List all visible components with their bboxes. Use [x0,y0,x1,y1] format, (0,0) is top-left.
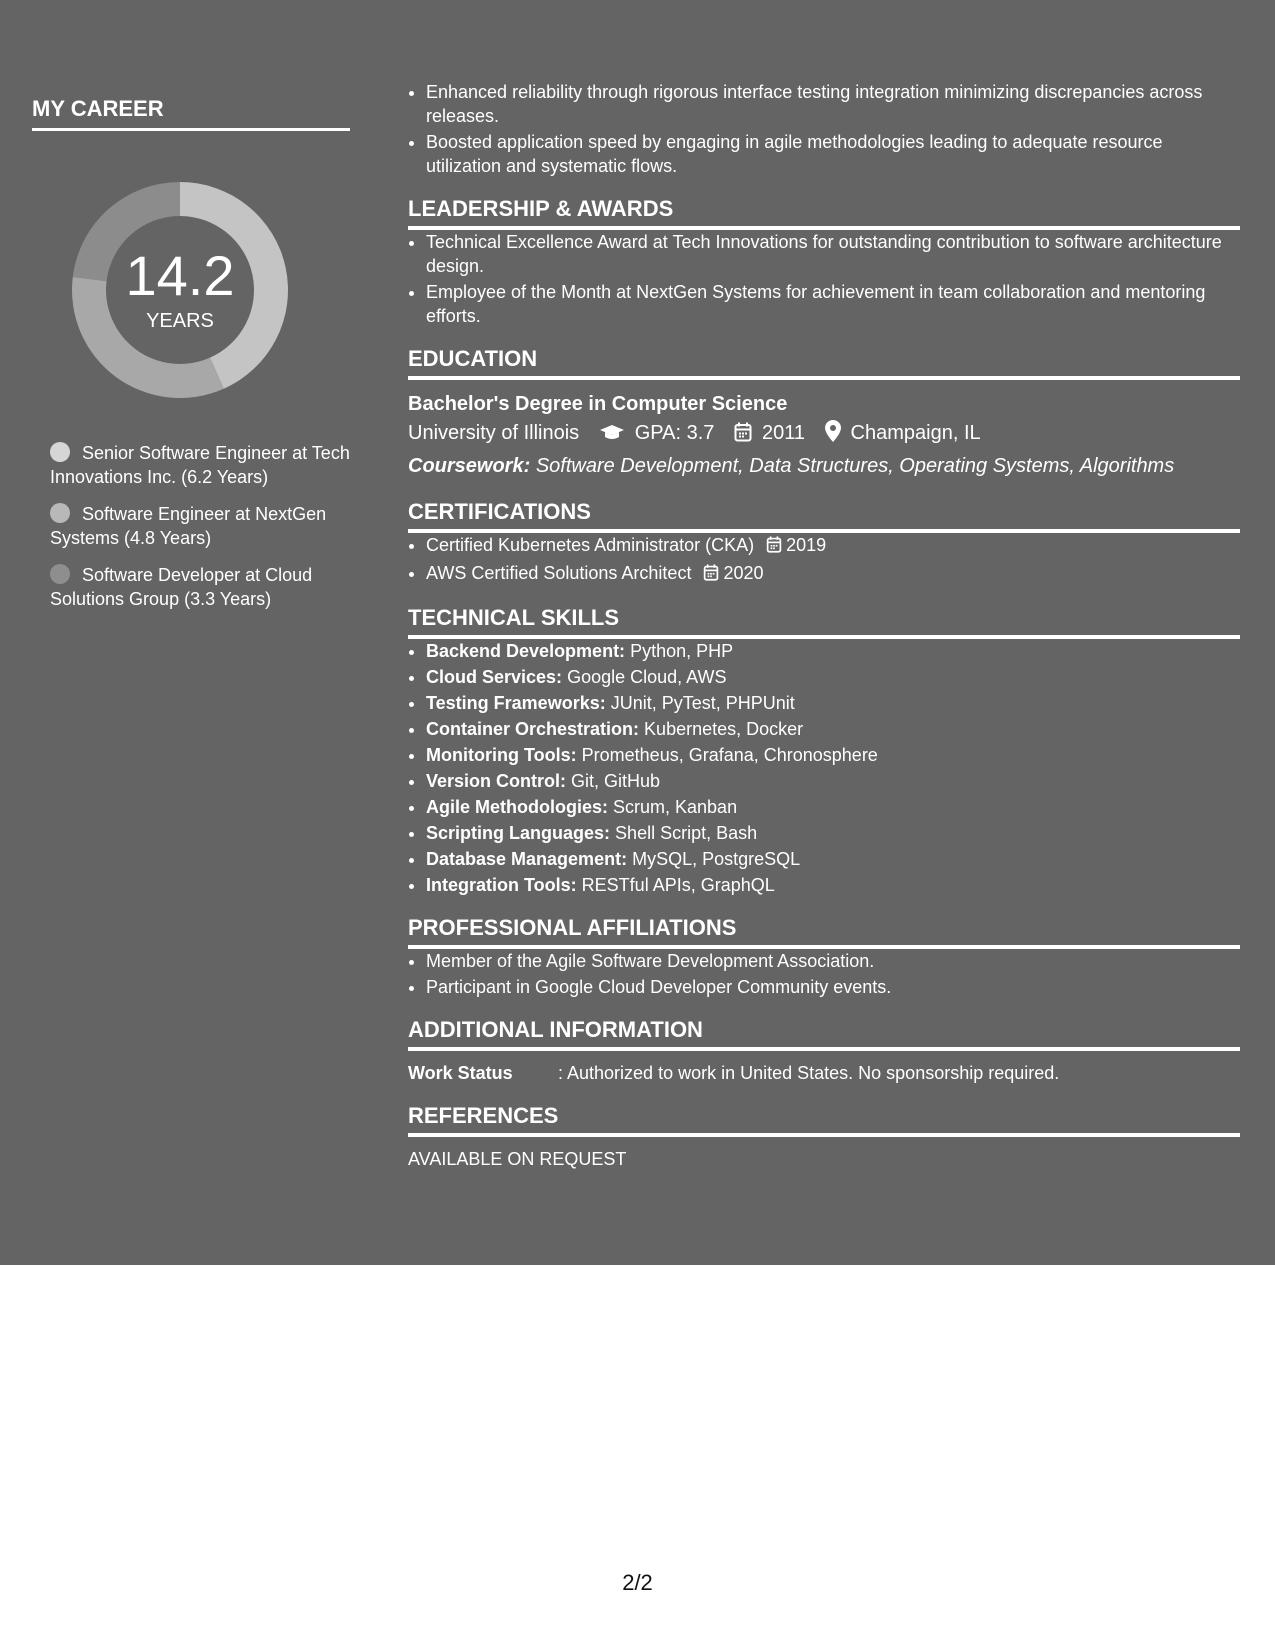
coursework: Coursework: Software Development, Data Structures, Operating Systems, Algorithms [408,455,1175,477]
total-years-label: YEARS [146,309,214,332]
certification-item: • Certified Kubernetes Administrator (CKA) 2019 [426,533,1240,559]
skill-item: • Container Orchestration: Kubernetes, Docker [426,717,1240,741]
skills-list [408,639,1240,897]
skill-item: • Testing Frameworks: JUnit, PyTest, PHPUnit [426,691,1240,715]
certifications-heading: CERTIFICATIONS [408,499,1240,533]
skill-item: • Agile Methodologies: Scrum, Kanban [426,795,1240,819]
list-item: • Member of the Agile Software Development Association. [426,949,1240,973]
certifications-list [408,533,1240,587]
education-heading: EDUCATION [408,346,1240,380]
legend-dot [50,442,70,462]
skill-item: • Backend Development: Python, PHP [426,639,1240,663]
page-number: 2/2 [622,1570,653,1595]
career-donut-chart [65,175,295,405]
leadership-heading: LEADERSHIP & AWARDS [408,196,1240,230]
career-title: MY CAREER [32,96,350,131]
calendar-icon [766,535,782,559]
certification-item: • AWS Certified Solutions Architect 2020 [426,561,1240,587]
list-item: • Technical Excellence Award at Tech Innovations for outstanding contribution to software architecture design. [426,230,1240,278]
graduation-year: 2011 [761,422,805,444]
work-status-row [408,1061,1240,1085]
skill-item: • Database Management: MySQL, PostgreSQL [426,847,1240,871]
skill-item: • Scripting Languages: Shell Script, Bash [426,821,1240,845]
graduation-cap-icon [599,421,625,451]
affiliations-list [408,949,1240,999]
references-text: AVAILABLE ON REQUEST [408,1149,627,1169]
references-heading: REFERENCES [408,1103,1240,1137]
list-item: • Enhanced reliability through rigorous interface testing integration minimizing discrepancies across releases. [426,80,1240,128]
total-years-value: 14.2 [125,243,235,307]
calendar-icon [734,421,752,451]
skill-item: • Integration Tools: RESTful APIs, GraphQL [426,873,1240,897]
main-content [408,80,1240,1171]
gpa-value: GPA: 3.7 [634,422,715,444]
skills-heading: TECHNICAL SKILLS [408,605,1240,639]
education-location: Champaign, IL [850,422,981,444]
additional-heading: ADDITIONAL INFORMATION [408,1017,1240,1051]
education-entry [408,390,1240,481]
legend-dot [50,503,70,523]
skill-item: • Monitoring Tools: Prometheus, Grafana, Chronosphere [426,743,1240,767]
location-pin-icon [825,420,841,451]
list-item: • Participant in Google Cloud Developer Community events. [426,975,1240,999]
work-status-value: : Authorized to work in United States. No sponsorship required. [558,1063,1060,1083]
school-name: University of Illinois [408,422,580,444]
career-item: Senior Software Engineer at Tech Innovations Inc. (6.2 Years) [50,443,350,487]
legend-dot [50,564,70,584]
education-details [408,418,1240,451]
skill-item: • Version Control: Git, GitHub [426,769,1240,793]
list-item: • Employee of the Month at NextGen Systems for achievement in team collaboration and mentoring efforts. [426,280,1240,328]
calendar-icon [703,563,719,587]
affiliations-heading: PROFESSIONAL AFFILIATIONS [408,915,1240,949]
career-legend [32,441,352,611]
career-sidebar [32,96,352,624]
career-item: Software Engineer at NextGen Systems (4.8 Years) [50,504,327,548]
degree-title: Bachelor's Degree in Computer Science [408,393,788,415]
skill-item: • Cloud Services: Google Cloud, AWS [426,665,1240,689]
career-item: Software Developer at Cloud Solutions Group (3.3 Years) [50,565,313,609]
list-item: • Boosted application speed by engaging in agile methodologies leading to adequate resource utilization and systematic flows. [426,130,1240,178]
work-status-label: Work Status [408,1063,513,1083]
leadership-list [408,230,1240,328]
experience-bullets [408,80,1240,178]
